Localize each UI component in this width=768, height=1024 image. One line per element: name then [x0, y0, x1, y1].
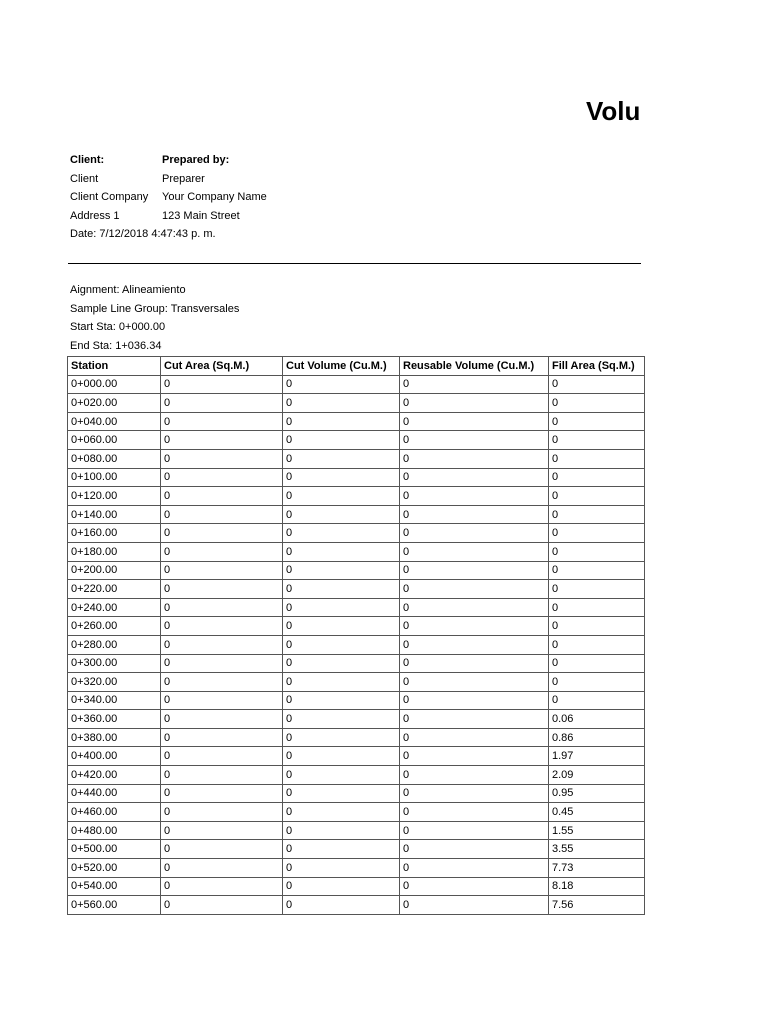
table-row [68, 710, 645, 729]
cell-station: 0+380.00 [68, 728, 161, 747]
preparer-info [162, 151, 267, 225]
cell-cut-area: 0 [161, 542, 283, 561]
cell-fill-area: 0 [549, 375, 645, 394]
cell-station: 0+100.00 [68, 468, 161, 487]
cell-reusable-volume: 0 [400, 896, 549, 915]
cell-reusable-volume: 0 [400, 840, 549, 859]
alignment-info [70, 281, 239, 355]
table-row [68, 728, 645, 747]
table-row [68, 617, 645, 636]
cell-reusable-volume: 0 [400, 803, 549, 822]
cell-station: 0+560.00 [68, 896, 161, 915]
cell-fill-area: 0 [549, 635, 645, 654]
table-row [68, 877, 645, 896]
table-row [68, 412, 645, 431]
cell-reusable-volume: 0 [400, 561, 549, 580]
cell-station: 0+420.00 [68, 766, 161, 785]
table-row [68, 896, 645, 915]
cell-reusable-volume: 0 [400, 524, 549, 543]
table-row [68, 598, 645, 617]
cell-fill-area: 0 [549, 505, 645, 524]
cell-station: 0+000.00 [68, 375, 161, 394]
cell-cut-area: 0 [161, 487, 283, 506]
cell-cut-area: 0 [161, 580, 283, 599]
cell-cut-volume: 0 [283, 896, 400, 915]
table-row [68, 561, 645, 580]
cell-station: 0+480.00 [68, 821, 161, 840]
client-company: Client Company [70, 191, 149, 204]
cell-cut-area: 0 [161, 412, 283, 431]
cell-fill-area: 7.73 [549, 859, 645, 878]
table-row [68, 803, 645, 822]
client-name: Client [70, 172, 99, 185]
cell-cut-area: 0 [161, 877, 283, 896]
cell-cut-area: 0 [161, 821, 283, 840]
cell-cut-area: 0 [161, 617, 283, 636]
preparer-heading: Prepared by: [162, 154, 230, 166]
cell-cut-area: 0 [161, 524, 283, 543]
cell-cut-volume: 0 [283, 468, 400, 487]
cell-cut-area: 0 [161, 598, 283, 617]
start-station: Start Sta: 0+000.00 [70, 321, 166, 334]
table-row [68, 524, 645, 543]
table-row [68, 580, 645, 599]
client-heading: Client: [70, 154, 105, 166]
table-row [68, 487, 645, 506]
cell-fill-area: 0 [549, 654, 645, 673]
cell-reusable-volume: 0 [400, 654, 549, 673]
cell-cut-volume: 0 [283, 673, 400, 692]
cell-cut-area: 0 [161, 728, 283, 747]
cell-reusable-volume: 0 [400, 747, 549, 766]
cell-cut-volume: 0 [283, 710, 400, 729]
table-row [68, 449, 645, 468]
table-row [68, 766, 645, 785]
section-divider [68, 263, 641, 264]
cell-reusable-volume: 0 [400, 617, 549, 636]
cell-fill-area: 0 [549, 542, 645, 561]
cell-station: 0+340.00 [68, 691, 161, 710]
cell-reusable-volume: 0 [400, 710, 549, 729]
cell-fill-area: 0 [549, 487, 645, 506]
cell-reusable-volume: 0 [400, 766, 549, 785]
table-row [68, 394, 645, 413]
cell-cut-volume: 0 [283, 728, 400, 747]
cell-station: 0+060.00 [68, 431, 161, 450]
cell-station: 0+140.00 [68, 505, 161, 524]
cell-fill-area: 0 [549, 580, 645, 599]
cell-fill-area: 0 [549, 673, 645, 692]
cell-cut-volume: 0 [283, 617, 400, 636]
cell-cut-volume: 0 [283, 598, 400, 617]
cell-cut-volume: 0 [283, 691, 400, 710]
cell-fill-area: 0 [549, 468, 645, 487]
cell-cut-volume: 0 [283, 784, 400, 803]
cell-reusable-volume: 0 [400, 375, 549, 394]
cell-fill-area: 2.09 [549, 766, 645, 785]
end-station: End Sta: 1+036.34 [70, 339, 162, 352]
cell-fill-area: 0.45 [549, 803, 645, 822]
cell-fill-area: 0 [549, 598, 645, 617]
cell-reusable-volume: 0 [400, 691, 549, 710]
table-row [68, 635, 645, 654]
cell-cut-area: 0 [161, 673, 283, 692]
cell-cut-volume: 0 [283, 449, 400, 468]
cell-station: 0+120.00 [68, 487, 161, 506]
cell-cut-volume: 0 [283, 561, 400, 580]
sample-line-group: Sample Line Group: Transversales [70, 302, 240, 315]
cell-cut-area: 0 [161, 803, 283, 822]
cell-cut-area: 0 [161, 654, 283, 673]
cell-station: 0+300.00 [68, 654, 161, 673]
cell-cut-volume: 0 [283, 505, 400, 524]
cell-cut-area: 0 [161, 784, 283, 803]
table-row [68, 468, 645, 487]
cell-cut-volume: 0 [283, 542, 400, 561]
header-reusable-volume: Reusable Volume (Cu.M.) [400, 357, 549, 376]
volume-table [67, 356, 645, 915]
cell-fill-area: 0 [549, 617, 645, 636]
cell-station: 0+360.00 [68, 710, 161, 729]
cell-station: 0+200.00 [68, 561, 161, 580]
cell-station: 0+460.00 [68, 803, 161, 822]
cell-cut-volume: 0 [283, 487, 400, 506]
table-row [68, 784, 645, 803]
cell-cut-area: 0 [161, 468, 283, 487]
table-row [68, 375, 645, 394]
table-row [68, 821, 645, 840]
cell-station: 0+080.00 [68, 449, 161, 468]
table-row [68, 542, 645, 561]
header-station: Station [68, 357, 161, 376]
cell-station: 0+260.00 [68, 617, 161, 636]
cell-reusable-volume: 0 [400, 431, 549, 450]
cell-station: 0+520.00 [68, 859, 161, 878]
cell-cut-volume: 0 [283, 394, 400, 413]
cell-cut-volume: 0 [283, 654, 400, 673]
cell-reusable-volume: 0 [400, 821, 549, 840]
header-cut-volume: Cut Volume (Cu.M.) [283, 357, 400, 376]
cell-cut-area: 0 [161, 449, 283, 468]
cell-station: 0+500.00 [68, 840, 161, 859]
preparer-address: 123 Main Street [162, 209, 240, 222]
cell-cut-volume: 0 [283, 859, 400, 878]
cell-cut-area: 0 [161, 505, 283, 524]
cell-cut-area: 0 [161, 710, 283, 729]
cell-cut-volume: 0 [283, 431, 400, 450]
cell-fill-area: 0 [549, 431, 645, 450]
table-row [68, 840, 645, 859]
cell-reusable-volume: 0 [400, 580, 549, 599]
cell-reusable-volume: 0 [400, 505, 549, 524]
cell-reusable-volume: 0 [400, 449, 549, 468]
cell-cut-volume: 0 [283, 580, 400, 599]
cell-cut-volume: 0 [283, 524, 400, 543]
cell-fill-area: 1.97 [549, 747, 645, 766]
cell-reusable-volume: 0 [400, 468, 549, 487]
cell-cut-volume: 0 [283, 840, 400, 859]
client-address: Address 1 [70, 209, 120, 222]
cell-cut-volume: 0 [283, 821, 400, 840]
cell-fill-area: 3.55 [549, 840, 645, 859]
cell-cut-volume: 0 [283, 375, 400, 394]
cell-fill-area: 0 [549, 449, 645, 468]
cell-station: 0+320.00 [68, 673, 161, 692]
cell-cut-area: 0 [161, 840, 283, 859]
cell-station: 0+160.00 [68, 524, 161, 543]
cell-cut-area: 0 [161, 691, 283, 710]
cell-reusable-volume: 0 [400, 728, 549, 747]
cell-station: 0+280.00 [68, 635, 161, 654]
cell-cut-volume: 0 [283, 877, 400, 896]
cell-cut-volume: 0 [283, 412, 400, 431]
preparer-name: Preparer [162, 172, 205, 185]
cell-cut-area: 0 [161, 375, 283, 394]
cell-cut-area: 0 [161, 431, 283, 450]
cell-reusable-volume: 0 [400, 542, 549, 561]
table-row [68, 691, 645, 710]
cell-cut-area: 0 [161, 561, 283, 580]
cell-station: 0+240.00 [68, 598, 161, 617]
cell-reusable-volume: 0 [400, 598, 549, 617]
header-cut-area: Cut Area (Sq.M.) [161, 357, 283, 376]
cell-fill-area: 0.86 [549, 728, 645, 747]
table-row [68, 673, 645, 692]
cell-reusable-volume: 0 [400, 784, 549, 803]
cell-fill-area: 0 [549, 524, 645, 543]
table-row [68, 505, 645, 524]
cell-fill-area: 0 [549, 691, 645, 710]
cell-fill-area: 0.95 [549, 784, 645, 803]
cell-cut-volume: 0 [283, 803, 400, 822]
cell-reusable-volume: 0 [400, 487, 549, 506]
cell-fill-area: 1.55 [549, 821, 645, 840]
table-row [68, 431, 645, 450]
table-header-row [68, 357, 645, 376]
cell-reusable-volume: 0 [400, 859, 549, 878]
table-row [68, 859, 645, 878]
cell-reusable-volume: 0 [400, 394, 549, 413]
cell-fill-area: 0 [549, 412, 645, 431]
cell-fill-area: 0 [549, 561, 645, 580]
cell-station: 0+400.00 [68, 747, 161, 766]
cell-cut-area: 0 [161, 766, 283, 785]
cell-station: 0+220.00 [68, 580, 161, 599]
cell-cut-volume: 0 [283, 766, 400, 785]
cell-fill-area: 8.18 [549, 877, 645, 896]
cell-station: 0+180.00 [68, 542, 161, 561]
cell-fill-area: 0 [549, 394, 645, 413]
cell-cut-area: 0 [161, 635, 283, 654]
cell-fill-area: 0.06 [549, 710, 645, 729]
preparer-company: Your Company Name [162, 191, 267, 204]
cell-cut-volume: 0 [283, 635, 400, 654]
report-date: Date: 7/12/2018 4:47:43 p. m. [70, 228, 216, 241]
cell-station: 0+540.00 [68, 877, 161, 896]
cell-reusable-volume: 0 [400, 877, 549, 896]
cell-station: 0+440.00 [68, 784, 161, 803]
cell-cut-volume: 0 [283, 747, 400, 766]
cell-reusable-volume: 0 [400, 412, 549, 431]
cell-reusable-volume: 0 [400, 673, 549, 692]
cell-cut-area: 0 [161, 394, 283, 413]
cell-cut-area: 0 [161, 747, 283, 766]
alignment-name: Aignment: Alineamiento [70, 284, 186, 296]
cell-cut-area: 0 [161, 896, 283, 915]
cell-reusable-volume: 0 [400, 635, 549, 654]
table-row [68, 747, 645, 766]
cell-cut-area: 0 [161, 859, 283, 878]
report-title: Volu [586, 96, 641, 126]
header-fill-area: Fill Area (Sq.M.) [549, 357, 645, 376]
table-row [68, 654, 645, 673]
cell-fill-area: 7.56 [549, 896, 645, 915]
cell-station: 0+020.00 [68, 394, 161, 413]
cell-station: 0+040.00 [68, 412, 161, 431]
